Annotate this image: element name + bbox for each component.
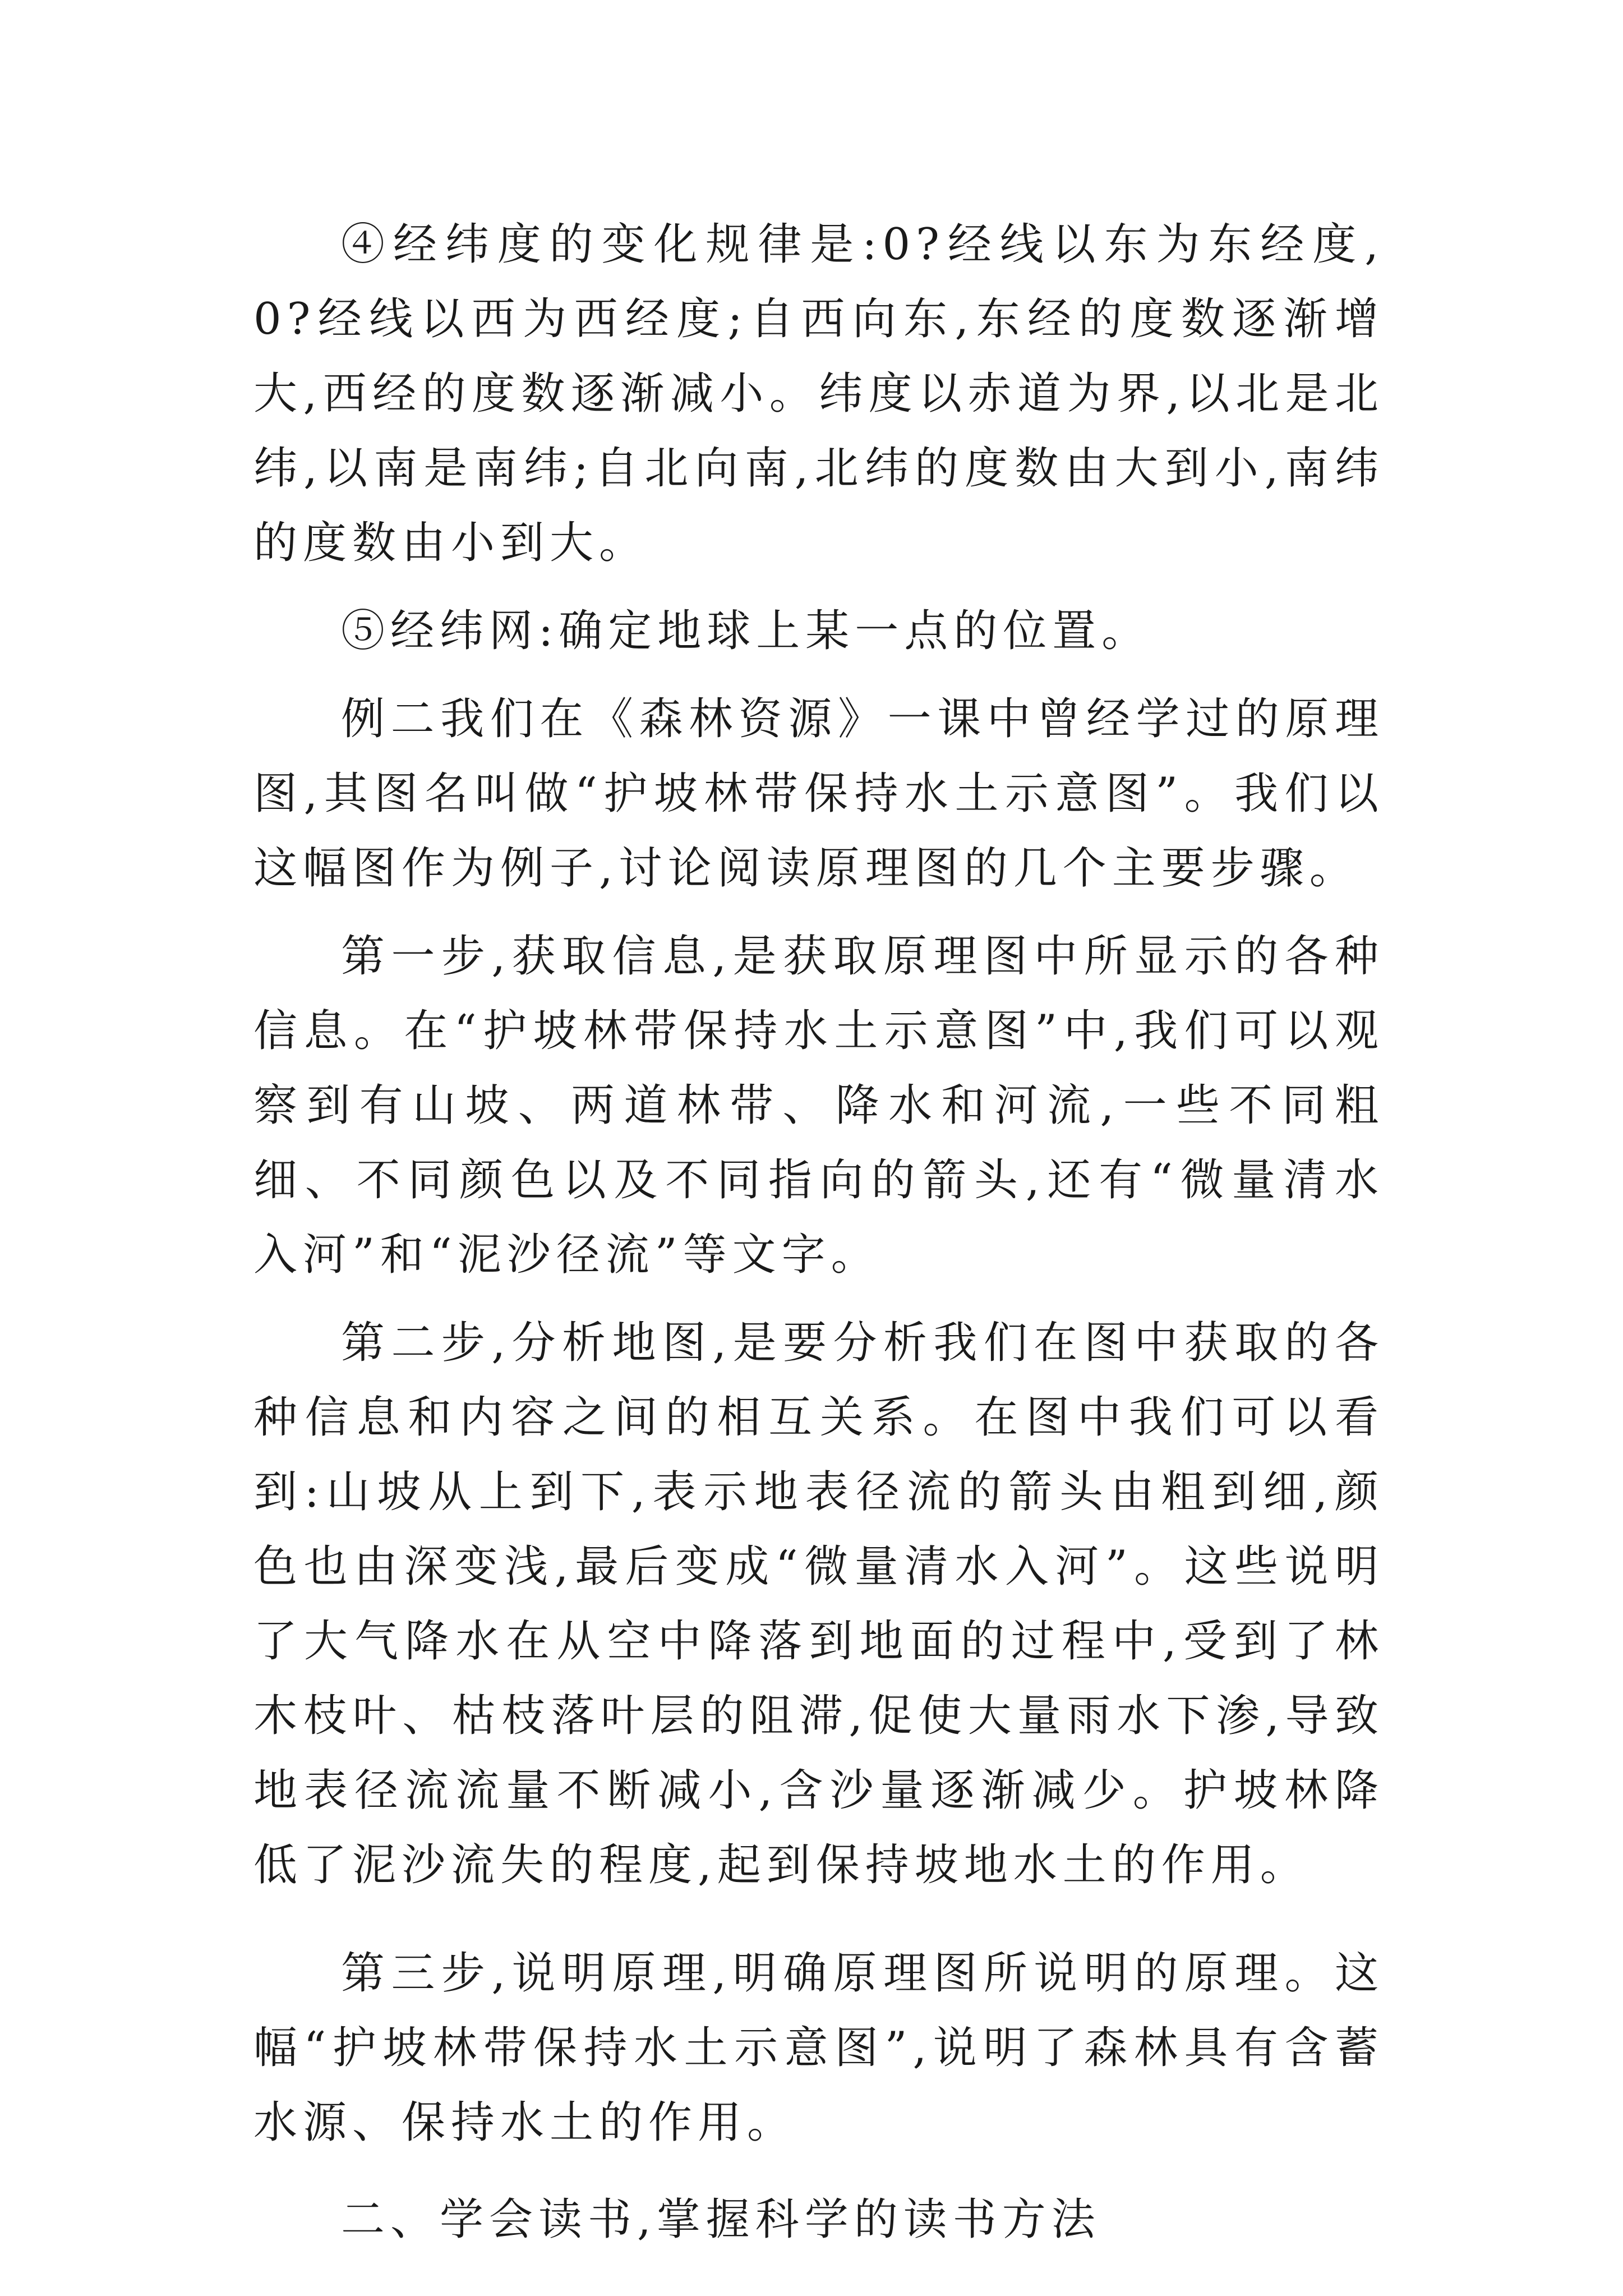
paragraph-step-two: 第二步,分析地图,是要分析我们在图中获取的各种信息和内容之间的相互关系。在图中我们可以看到:山坡从上到下,表示地表径流的箭头由粗到细,颜色也由深变浅,最后变成“微量清水入河”。这些说明了大气降水在从空中降落到地面的过程中,受到了林木枝叶、枯枝落叶层的阻滞,促使大量雨水下渗,导致地表径流流量不断减小,含沙量逐渐减少。护坡林降低了泥沙流失的程度,起到保持坡地水土的作用。 <box>253 1318 1384 1890</box>
paragraph-step-one: 第一步,获取信息,是获取原理图中所显示的各种信息。在“护坡林带保持水土示意图”中,我们可以观察到有山坡、两道林带、降水和河流,一些不同粗细、不同颜色以及不同指向的箭头,还有“微量清水入河”和“泥沙径流”等文字。 <box>253 931 1384 1280</box>
paragraph-step-three: 第三步,说明原理,明确原理图所说明的原理。这幅“护坡林带保持水土示意图”,说明了森林具有含蓄水源、保持水土的作用。 <box>253 1948 1384 2148</box>
section-heading-reading-methods: 二、学会读书,掌握科学的读书方法 <box>341 2194 1101 2245</box>
paragraph-example-two: 例二我们在《森林资源》一课中曾经学过的原理图,其图名叫做“护坡林带保持水土示意图”。我们以这幅图作为例子,讨论阅读原理图的几个主要步骤。 <box>253 694 1384 894</box>
paragraph-graticule: ⑤经纬网:确定地球上某一点的位置。 <box>341 606 1151 656</box>
document-page <box>253 208 1384 2257</box>
paragraph-latitude-longitude-rules: ④经纬度的变化规律是:0?经线以东为东经度,0?经线以西为西经度;自西向东,东经的度数逐渐增大,西经的度数逐渐减小。纬度以赤道为界,以北是北纬,以南是南纬;自北向南,北纬的度数由大到小,南纬的度数由小到大。 <box>253 219 1384 568</box>
